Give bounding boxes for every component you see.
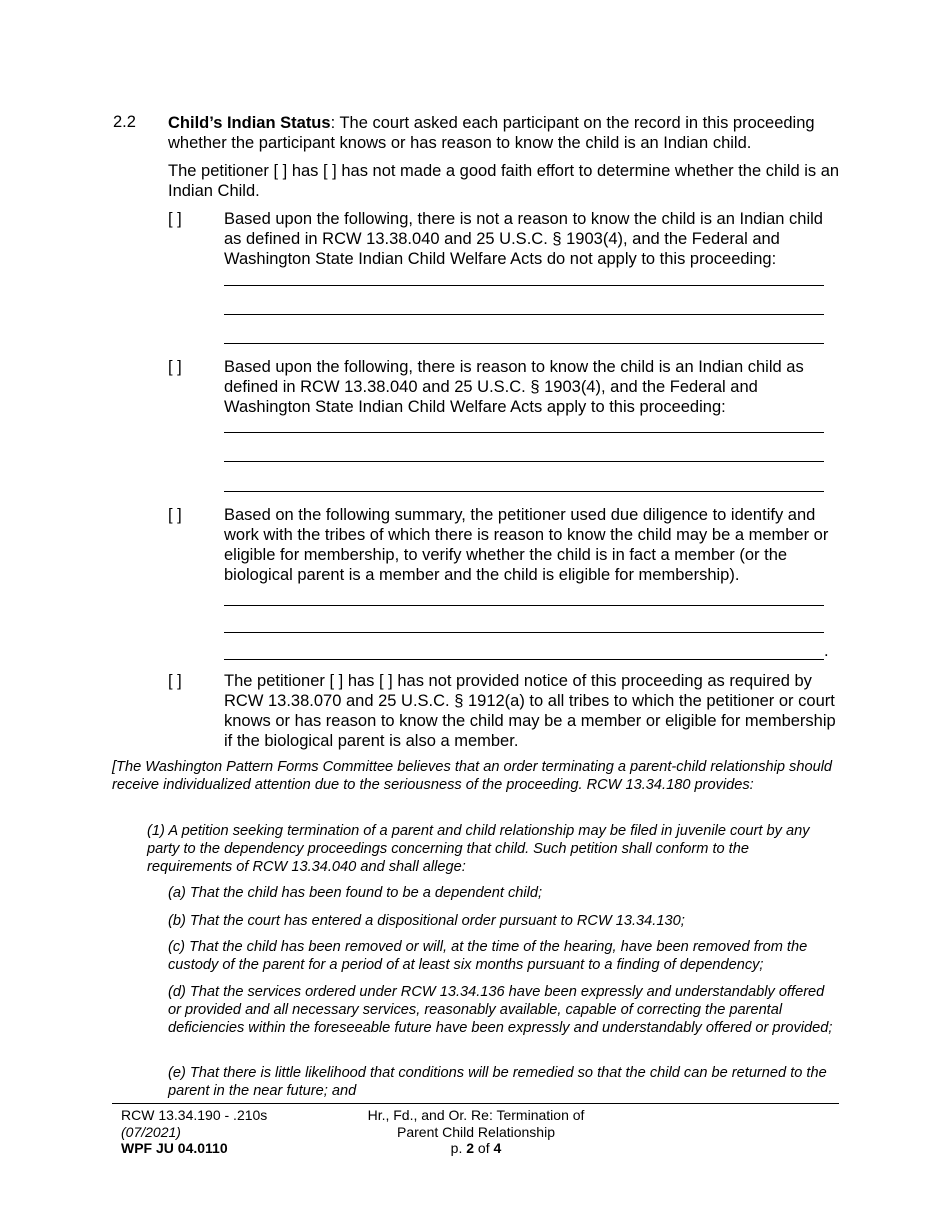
option-3-blank-line-2[interactable] — [224, 632, 824, 633]
section-paragraph — [168, 113, 840, 153]
option-3-text: Based on the following summary, the petitioner used due diligence to identify and work with the tribes of which there is reason to know the child may be a member or eligible for membership, to verify whether the child is in fact a member (or the biological parent is a member and the child is eligible for membership). — [224, 506, 829, 584]
option-3-blank-line-1[interactable] — [224, 605, 824, 606]
option-4-checkbox[interactable]: [ ] — [168, 672, 182, 690]
option-4-text: The petitioner [ ] has [ ] has not provided notice of this proceeding as required by RCW 13.38.070 and 25 U.S.C. § 1912(a) to all tribes to which the petitioner or court knows or has reason to know the child may be a member or eligible for membership if the biological parent is also a member. — [224, 672, 836, 750]
statute-item-c: (c) That the child has been removed or will, at the time of the hearing, have been removed from the custody of the parent for a period of at least six months pursuant to a finding of dependency; — [168, 939, 808, 973]
statute-intro: (1) A petition seeking termination of a parent and child relationship may be filed in juvenile court by any party to the dependency proceedings concerning that child. Such petition shall conform to the requirements of RCW 13.34.040 and shall allege: — [147, 823, 810, 875]
committee-note: [The Washington Pattern Forms Committee believes that an order terminating a parent-child relationship should receive individualized attention due to the seriousness of the proceeding. RCW 13.34.180 provides: — [112, 759, 833, 793]
footer-divider — [112, 1103, 839, 1104]
good-faith-statement: The petitioner [ ] has [ ] has not made a good faith effort to determine whether the child is an Indian Child. — [168, 162, 840, 200]
page-of: of — [474, 1140, 494, 1156]
footer-center — [326, 1107, 626, 1157]
footer-title-line-1: Hr., Fd., and Or. Re: Termination of — [367, 1107, 585, 1123]
section-heading: Child’s Indian Status — [168, 114, 331, 132]
option-2-text: Based upon the following, there is reason to know the child is an Indian child as defined in RCW 13.38.040 and 25 U.S.C. § 1903(4), and the Federal and Washington State Indian Child Welfare Acts apply to this proceeding: — [224, 358, 804, 416]
option-1-blank-line-1[interactable] — [224, 285, 824, 286]
page-current: 2 — [466, 1140, 475, 1156]
blank-end-period: . — [824, 642, 829, 660]
footer-date: (07/2021) — [121, 1123, 181, 1140]
page-prefix: p. — [450, 1140, 467, 1156]
statute-item-d: (d) That the services ordered under RCW 13.34.136 have been expressly and understandably offered or provided and all necessary services, reasonably available, capable of correcting the parental deficiencies within the foreseeable future have been expressly and understandably offered or provided; — [168, 984, 833, 1036]
statute-item-e: (e) That there is little likelihood that conditions will be remedied so that the child can be returned to the parent in the near future; and — [168, 1065, 827, 1099]
footer-form-id: WPF JU 04.0110 — [121, 1140, 228, 1156]
option-1-blank-line-3[interactable] — [224, 343, 824, 344]
section-number: 2.2 — [113, 113, 136, 131]
option-1-text: Based upon the following, there is not a reason to know the child is an Indian child as defined in RCW 13.38.040 and 25 U.S.C. § 1903(4), and the Federal and Washington State Indian Child Welfare Acts do not apply to this proceeding: — [224, 210, 823, 268]
footer-page-number — [326, 1140, 626, 1157]
option-1-checkbox[interactable]: [ ] — [168, 210, 182, 228]
footer-title-line-2: Parent Child Relationship — [397, 1123, 555, 1140]
footer-statute: RCW 13.34.190 - .210s — [121, 1107, 268, 1123]
option-3-blank-line-3[interactable] — [224, 659, 824, 660]
option-2-blank-line-1[interactable] — [224, 432, 824, 433]
option-1-blank-line-2[interactable] — [224, 314, 824, 315]
option-2-blank-line-2[interactable] — [224, 461, 824, 462]
option-2-checkbox[interactable]: [ ] — [168, 358, 182, 376]
statute-item-b: (b) That the court has entered a dispositional order pursuant to RCW 13.34.130; — [168, 913, 685, 929]
statute-item-a: (a) That the child has been found to be a dependent child; — [168, 885, 543, 901]
footer-left — [121, 1107, 341, 1157]
option-2-blank-line-3[interactable] — [224, 491, 824, 492]
section-text: : The court asked each participant on the record in this proceeding whether the participant knows or has reason to know the child is an Indian child. — [168, 114, 815, 152]
page-total: 4 — [493, 1140, 502, 1156]
option-3-checkbox[interactable]: [ ] — [168, 506, 182, 524]
